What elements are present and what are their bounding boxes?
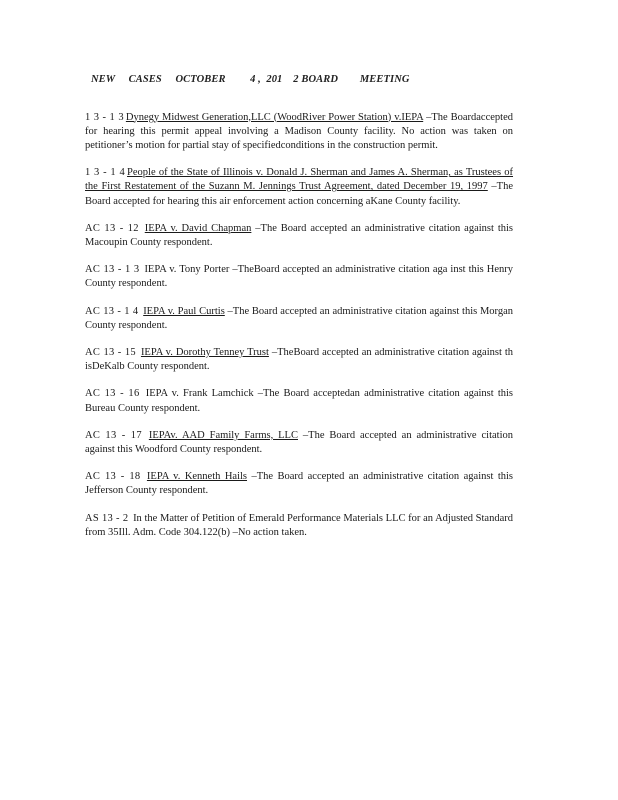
case-number: AC 13 - 15 xyxy=(85,346,136,358)
case-number: AC 13 - 12 xyxy=(85,222,139,234)
case-title: People of the State of Illinois v. Donald J. Sherman and James A. Sherman, as Trustees of the First Restatement of the Suzann M. Jennings Trust Agreement, dated December 19, 1997 xyxy=(85,167,514,193)
case-title: IEPA v. Kenneth Hails xyxy=(146,471,248,483)
case-text: –The Boardaccepted for hearing this permit appeal involving a Madison County facility. No action was taken on petitioner’s motion for partial stay of specifiedconditions in the construction permit. xyxy=(85,111,513,151)
page-heading: NEW CASES OCTOBER 4 , 201 2 BOARD MEETING xyxy=(91,74,410,85)
case-number: 1 3 - 1 3 xyxy=(85,111,124,123)
case-entry xyxy=(85,429,513,457)
case-entry xyxy=(85,263,513,291)
case-text: IEPA v. Frank Lamchick –The Board acceptedan administrative citation against this Bureau County respondent. xyxy=(85,388,514,414)
case-text: –The Board accepted an administrative citation against this Woodford County respondent. xyxy=(85,429,514,455)
case-entry xyxy=(85,222,513,250)
case-title: IEPA v. Dorothy Tenney Trust xyxy=(140,346,269,358)
case-number: AC 13 - 16 xyxy=(85,388,140,400)
case-text: –The Board accepted an administrative citation against this Morgan County respondent. xyxy=(85,305,514,331)
case-text: –TheBoard accepted an administrative citation against th isDeKalb County respondent. xyxy=(85,346,513,373)
case-number: AC 13 - 17 xyxy=(85,429,142,441)
case-number: AC 13 - 1 4 xyxy=(85,305,139,317)
case-text: –The Board accepted an administrative citation against this Jefferson County respondent. xyxy=(85,471,513,497)
case-number: AS 13 - 2 xyxy=(85,512,129,524)
case-entry xyxy=(85,346,513,374)
case-entry xyxy=(85,512,513,540)
case-title: IEPAv. AAD Family Farms, LLC xyxy=(148,429,298,441)
case-text: In the Matter of Petition of Emerald Performance Materials LLC for an Adjusted Standard from 35Ill. Adm. Code 304.122(b) –No action taken. xyxy=(85,512,513,538)
case-title: IEPA v. Paul Curtis xyxy=(143,305,225,317)
case-title: Dynegy Midwest Generation,LLC (WoodRiver Power Station) v.IEPA xyxy=(125,111,424,123)
case-number: AC 13 - 18 xyxy=(85,471,141,483)
case-entry xyxy=(85,166,513,209)
case-entry xyxy=(85,111,513,154)
case-entry xyxy=(85,387,513,415)
case-title: IEPA v. David Chapman xyxy=(144,222,252,234)
case-entry xyxy=(85,305,513,333)
case-entry xyxy=(85,470,513,498)
case-text: –The Board accepted an administrative citation against this Macoupin County respondent. xyxy=(85,222,514,248)
case-list xyxy=(85,100,513,553)
case-text: –The Board accepted for hearing this air enforcement action concerning aKane County facility. xyxy=(85,181,513,207)
case-text: IEPA v. Tony Porter –TheBoard accepted an administrative citation aga inst this Henry County respondent. xyxy=(85,264,513,290)
case-number: 1 3 - 1 4 xyxy=(85,167,126,179)
case-number: AC 13 - 1 3 xyxy=(85,264,140,276)
